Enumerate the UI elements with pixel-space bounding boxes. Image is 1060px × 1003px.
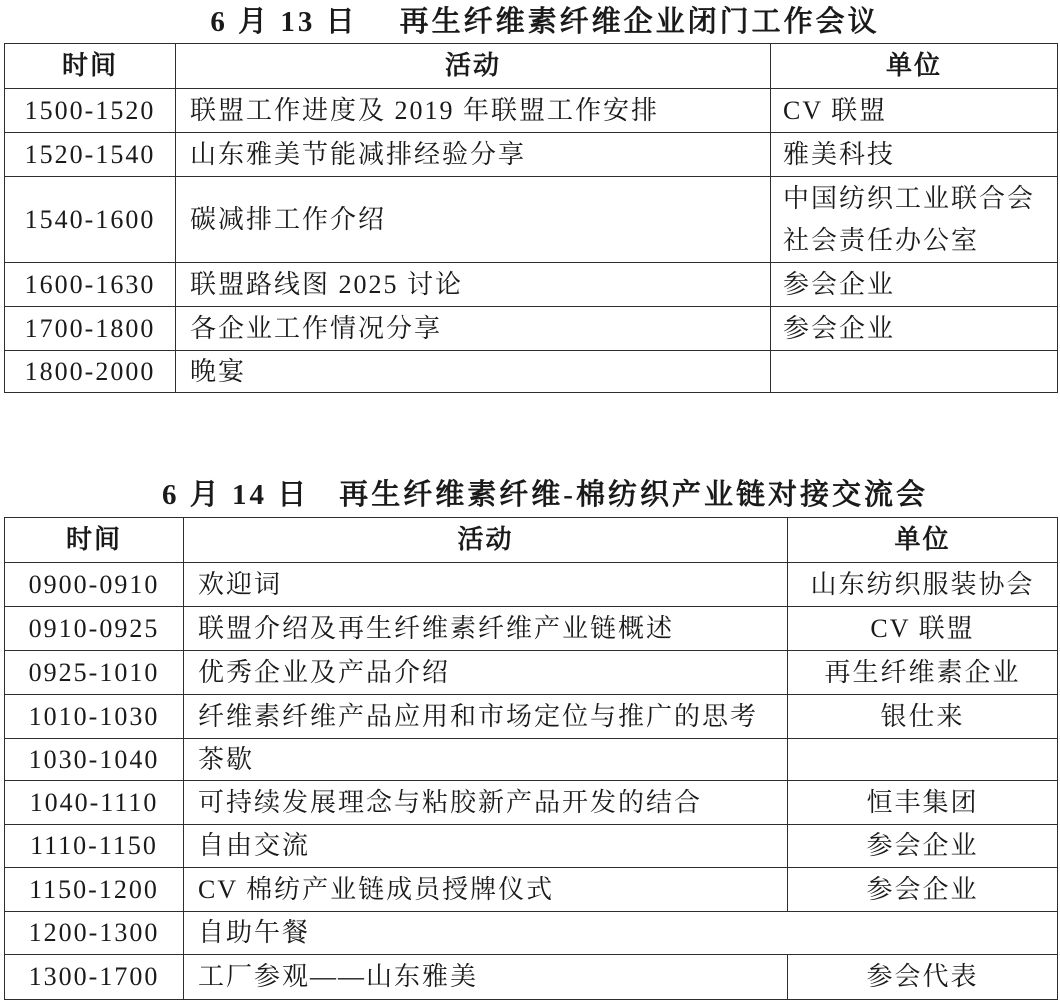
- cell-time: 1150-1200: [5, 868, 184, 912]
- cell-activity: 可持续发展理念与粘胶新产品开发的结合: [184, 781, 788, 825]
- cell-activity: 纤维素纤维产品应用和市场定位与推广的思考: [184, 695, 788, 739]
- cell-activity: 山东雅美节能减排经验分享: [176, 133, 771, 177]
- cell-unit: [771, 89, 1058, 133]
- cell-unit: CV 联盟: [788, 607, 1058, 651]
- schedule-table-day1: [4, 43, 1058, 393]
- cell-activity: 自由交流: [184, 825, 788, 868]
- header-unit: 单位: [788, 518, 1058, 563]
- table-row: [5, 177, 1058, 263]
- table-row: [5, 695, 1058, 739]
- table-header-row: [5, 44, 1058, 89]
- heading-date: 6 月 13 日: [210, 6, 358, 38]
- cell-time: 0925-1010: [5, 651, 184, 695]
- cell-activity: 碳减排工作介绍: [176, 177, 771, 263]
- cell-activity-merged: 自助午餐: [184, 912, 1058, 955]
- cell-time: 1040-1110: [5, 781, 184, 825]
- table-row: [5, 739, 1058, 781]
- cell-unit-line: 参会企业: [783, 269, 896, 299]
- cell-activity: 茶歇: [184, 739, 788, 781]
- header-time: 时间: [5, 518, 184, 563]
- day1-heading: [0, 4, 1060, 40]
- table-row: [5, 307, 1058, 351]
- table-row: [5, 351, 1058, 393]
- heading-title: 再生纤维素纤维-棉纺织产业链对接交流会: [339, 479, 928, 511]
- table-row: [5, 563, 1058, 607]
- cell-unit: 山东纺织服装协会: [788, 563, 1058, 607]
- cell-time: 1300-1700: [5, 955, 184, 1000]
- table-row: [5, 825, 1058, 868]
- cell-time: 1200-1300: [5, 912, 184, 955]
- table-row: [5, 912, 1058, 955]
- cell-activity: 联盟工作进度及 2019 年联盟工作安排: [176, 89, 771, 133]
- header-unit: 单位: [771, 44, 1058, 89]
- cell-unit-empty: [771, 351, 1058, 393]
- cell-activity: CV 棉纺产业链成员授牌仪式: [184, 868, 788, 912]
- cell-activity: 晚宴: [176, 351, 771, 393]
- schedule-table-day2: [4, 517, 1058, 1000]
- cell-time: 1800-2000: [5, 351, 176, 393]
- header-activity: 活动: [176, 44, 771, 89]
- table-row: [5, 133, 1058, 177]
- cell-time: 1030-1040: [5, 739, 184, 781]
- cell-unit: [771, 177, 1058, 263]
- cell-unit: 银仕来: [788, 695, 1058, 739]
- table-row: [5, 89, 1058, 133]
- cell-unit: 参会代表: [788, 955, 1058, 1000]
- cell-activity: 联盟介绍及再生纤维素纤维产业链概述: [184, 607, 788, 651]
- cell-activity: 优秀企业及产品介绍: [184, 651, 788, 695]
- cell-time: 1500-1520: [5, 89, 176, 133]
- cell-time: 1700-1800: [5, 307, 176, 351]
- day2-heading: [0, 477, 1060, 513]
- cell-unit: 再生纤维素企业: [788, 651, 1058, 695]
- cell-activity: 联盟路线图 2025 讨论: [176, 263, 771, 307]
- cell-activity: 欢迎词: [184, 563, 788, 607]
- cell-activity: 工厂参观——山东雅美: [184, 955, 788, 1000]
- cell-time: 1540-1600: [5, 177, 176, 263]
- header-activity: 活动: [184, 518, 788, 563]
- cell-unit-line: 中国纺织工业联合会: [783, 183, 1036, 213]
- cell-unit: 参会企业: [788, 868, 1058, 912]
- cell-time: 1110-1150: [5, 825, 184, 868]
- cell-unit: [771, 263, 1058, 307]
- cell-activity: 各企业工作情况分享: [176, 307, 771, 351]
- cell-unit-line: 雅美科技: [783, 139, 896, 169]
- table-row: [5, 607, 1058, 651]
- cell-unit: [788, 739, 1058, 781]
- cell-unit-line: 参会企业: [783, 313, 896, 343]
- heading-title: 再生纤维素纤维企业闭门工作会议: [399, 6, 880, 38]
- cell-unit: [771, 307, 1058, 351]
- table-row: [5, 263, 1058, 307]
- cell-time: 1010-1030: [5, 695, 184, 739]
- cell-time: 1520-1540: [5, 133, 176, 177]
- cell-unit-line: CV 联盟: [783, 95, 888, 125]
- table-row: [5, 955, 1058, 1000]
- table-header-row: [5, 518, 1058, 563]
- cell-unit-line: 社会责任办公室: [783, 225, 980, 255]
- cell-unit: 参会企业: [788, 825, 1058, 868]
- header-time: 时间: [5, 44, 176, 89]
- cell-time: 1600-1630: [5, 263, 176, 307]
- cell-unit: 恒丰集团: [788, 781, 1058, 825]
- table-row: [5, 651, 1058, 695]
- cell-time: 0900-0910: [5, 563, 184, 607]
- heading-date: 6 月 14 日: [162, 479, 310, 511]
- table-row: [5, 868, 1058, 912]
- cell-unit: [771, 133, 1058, 177]
- cell-time: 0910-0925: [5, 607, 184, 651]
- table-row: [5, 781, 1058, 825]
